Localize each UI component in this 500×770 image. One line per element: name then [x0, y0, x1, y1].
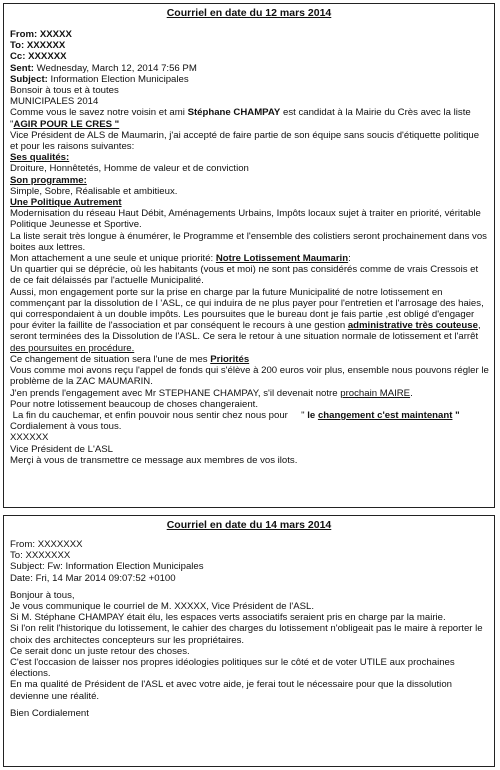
subject-label: Subject: [10, 73, 48, 85]
priorite-line [10, 253, 489, 264]
fin-quote: " [452, 409, 460, 421]
p1-text-a: Comme vous le savez notre voisin et ami [10, 107, 188, 119]
merci-text: Merçi à vous de transmettre ce message aux membres de vos ilots. [10, 454, 298, 466]
subject-value: Information Election Municipales [47, 73, 189, 85]
slogan: changement c'est maintenant [317, 409, 453, 421]
header-to: To: XXXXXXX [10, 550, 71, 562]
header-subject [10, 74, 489, 85]
engagement-dot: . [410, 387, 413, 399]
closing-text: Bien Cordialement [10, 707, 89, 719]
gestion-couteuse: administrative très couteuse [347, 320, 478, 332]
list-name: AGIR POUR LE CRES " [13, 118, 120, 130]
signature-name: XXXXXX [10, 432, 49, 444]
aussi-paragraph [10, 287, 489, 354]
email-1-body [10, 29, 489, 466]
programme-text: Simple, Sobre, Réalisable et ambitieux. [10, 185, 178, 197]
p1-text-b: est candidat à la Mairie du Crès avec la liste " [10, 107, 471, 130]
qualites-text: Droiture, Honnêtetés, Homme de valeur et de conviction [10, 163, 249, 175]
paragraph-vice-president: Vice Président de ALS de Maumarin, j'ai accepté de faire partie de son équipe sans soucis d'étiquette politique et pour les raisons suivantes: [10, 129, 480, 153]
email-1-title: Courriel en date du 12 mars 2014 [166, 7, 332, 19]
bonjour-text: Bonjour à tous, [10, 589, 75, 601]
fin-line [10, 410, 489, 421]
header-sent [10, 63, 489, 74]
cc-value: XXXXXX [25, 51, 67, 63]
header-from: From: XXXXXXX [10, 539, 83, 550]
email-12-mars [3, 3, 495, 508]
appel-fonds-text: Vous comme moi avons reçu l'appel de fonds qui s'élève à 200 euros voir plus, ensemble nous pouvons régler le problème de la ZAC MAUMARIN. [10, 365, 489, 388]
lotissement-heading: Notre Lotissement Maumarin [215, 253, 349, 265]
politique-text: Modernisation du réseau Haut Débit, Aménagements Urbains, Impôts locaux sujet à traiter en priorité, véritable Politique Jeunesse et Sportive. [10, 208, 481, 231]
greeting: Bonsoir à tous et à toutes [10, 85, 119, 97]
candidate-name: Stéphane CHAMPAY [187, 107, 281, 119]
email-2-body [10, 539, 489, 719]
changement-line [10, 354, 489, 365]
to-value: XXXXXX [24, 40, 66, 52]
fin-le: le [307, 409, 318, 421]
header-subject: Subject: Fw: Information Election Municipales [10, 561, 204, 573]
header-to [10, 40, 489, 51]
line-occasion: C'est l'occasion de laisser nos propres idéologies politiques sur le côté et de voter UTILE aux prochaines élections. [10, 657, 455, 680]
liste-text: La liste serait très longue à énumérer, le Programme et l'ensemble des colistiers seront prochainement dans vos boites aux lettres. [10, 230, 487, 253]
pour-text: Pour notre lotissement beaucoup de choses changeraient. [10, 398, 258, 410]
changement-text: Ce changement de situation sera l'une de mes [10, 353, 211, 365]
cordialement-text: Cordialement à vous tous. [10, 421, 122, 433]
quartier-text: Un quartier qui se déprécie, où les habitants (vous et moi) ne sont pas considérés comme de vrais Cressois et de ce fait délaissés par l'actuelle Municipalité. [10, 264, 479, 287]
from-label: From: [10, 29, 38, 40]
line-communique: Je vous communique le courriel de M. XXXXX, Vice Président de l'ASL. [10, 601, 315, 613]
sent-value: Wednesday, March 12, 2014 7:56 PM [33, 62, 197, 74]
priorite-colon: : [348, 253, 351, 265]
sent-label: Sent: [10, 62, 34, 74]
fin-text: La fin du cauchemar, et enfin pouvoir nous sentir chez nous pour " [10, 409, 308, 421]
prochain-maire: prochain MAIRE [340, 387, 411, 399]
line-juste-retour: Ce serait donc un juste retour des choses. [10, 645, 190, 657]
municipales-heading: MUNICIPALES 2014 [10, 96, 99, 108]
from-value: XXXXX [37, 29, 72, 40]
programme-title: Son programme: [10, 174, 87, 186]
engagement-text: J'en prends l'engagement avec Mr STEPHANE CHAMPAY, s'il devenait notre [10, 387, 341, 399]
cc-label: Cc: [10, 51, 26, 63]
line-historique: Si l'on relit l'historique du lotissement, le cahier des charges du lotissement n'obligeait pas le maire à reporter le choix des architectes concepteurs sur les propriétaires. [10, 623, 483, 646]
aussi-text-c: , seront terminées des la Dissolution de l'ASL. Ce sera le retour à une situation normale de lotissement et l'arrêt [10, 320, 481, 343]
poursuites-text: des poursuites en procédure. [10, 342, 135, 354]
aussi-text-a: Aussi, mon engagement porte sur la prise en charge par la future Municipalité de notre lotissement en commençant par la dissolution de l 'ASL, ce qui induira de ne plus payer pour l'entretien et l'arrosage des haies, qui correspondaient à un double impôts. Les poursuites que le bureau dont je fais partie ,est obligé d'engager pour éviter la faillite de l'association et par conséquent le recours à une gestion [10, 286, 484, 332]
line-qualite: En ma qualité de Président de l'ASL et avec votre aide, je ferai tout le nécessaire pour que la dissolution devienne une réalité. [10, 679, 452, 702]
email-2-title: Courriel en date du 14 mars 2014 [166, 519, 332, 531]
to-label: To: [10, 40, 25, 52]
paragraph-candidat [10, 107, 489, 129]
politique-title: Une Politique Autrement [10, 197, 122, 209]
header-from [10, 29, 489, 40]
header-date: Date: Fri, 14 Mar 2014 09:07:52 +0100 [10, 572, 176, 584]
signature-role: Vice Président de L'ASL [10, 443, 113, 455]
priorites-word: Priorités [210, 353, 250, 365]
engagement-line [10, 388, 489, 399]
line-espaces-verts: Si M. Stéphane CHAMPAY était élu, les espaces verts associatifs seraient pris en charge par la mairie. [10, 612, 446, 624]
qualites-title: Ses qualités: [10, 152, 70, 164]
priorite-text: Mon attachement a une seule et unique priorité: [10, 253, 216, 265]
header-cc [10, 51, 489, 62]
email-14-mars [3, 515, 495, 767]
